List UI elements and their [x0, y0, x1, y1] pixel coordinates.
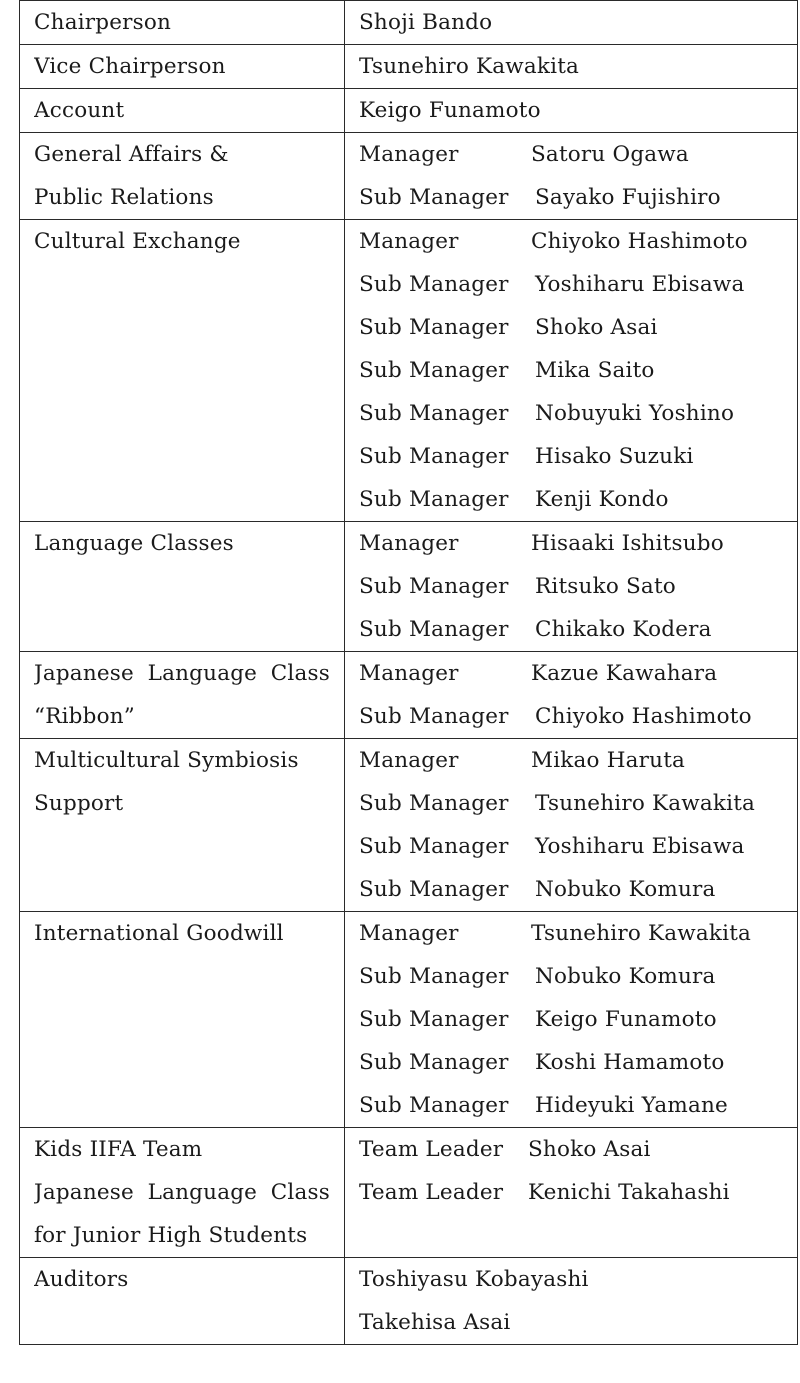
member-role: Manager	[359, 531, 459, 556]
member-name: Takehisa Asai	[359, 1310, 511, 1335]
member-name: Yoshiharu Ebisawa	[535, 834, 745, 859]
member-role: Manager	[359, 921, 459, 946]
members-cell	[345, 739, 798, 912]
department-cell	[20, 220, 345, 522]
member-role: Sub Manager	[359, 315, 509, 340]
member-name: Satoru Ogawa	[531, 142, 689, 167]
member-role: Sub Manager	[359, 401, 509, 426]
member-entry	[359, 220, 783, 263]
table-row	[20, 1128, 798, 1258]
member-name: Toshiyasu Kobayashi	[359, 1267, 589, 1292]
member-entry	[359, 1171, 783, 1214]
member-name: Tsunehiro Kawakita	[359, 54, 580, 79]
table-row	[20, 45, 798, 89]
department-cell	[20, 1128, 345, 1258]
department-cell	[20, 133, 345, 220]
department-name: Cultural Exchange	[34, 229, 241, 254]
member-role: Team Leader	[359, 1180, 504, 1205]
member-name: Nobuko Komura	[535, 964, 716, 989]
member-name: Shoji Bando	[359, 10, 493, 35]
department-cell	[20, 89, 345, 133]
member-name: Sayako Fujishiro	[535, 185, 721, 210]
member-name: Hisako Suzuki	[535, 444, 694, 469]
department-name: Chairperson	[34, 10, 172, 35]
member-entry	[359, 478, 783, 521]
member-entry	[359, 263, 783, 306]
member-entry	[359, 392, 783, 435]
member-name: Keigo Funamoto	[359, 98, 541, 123]
member-name: Shoko Asai	[528, 1137, 651, 1162]
member-name: Koshi Hamamoto	[535, 1050, 725, 1075]
table-row	[20, 522, 798, 652]
member-name: Mikao Haruta	[531, 748, 686, 773]
department-name: Auditors	[34, 1267, 129, 1292]
members-cell	[345, 652, 798, 739]
member-entry	[359, 739, 783, 782]
member-role: Team Leader	[359, 1137, 504, 1162]
department-cell	[20, 912, 345, 1128]
member-entry	[359, 89, 783, 132]
member-role: Sub Manager	[359, 1007, 509, 1032]
member-entry	[359, 45, 783, 88]
members-cell	[345, 912, 798, 1128]
department-name: Vice Chairperson	[34, 54, 226, 79]
member-entry	[359, 1041, 783, 1084]
members-cell	[345, 45, 798, 89]
department-name: Language Classes	[34, 531, 234, 556]
member-role: Sub Manager	[359, 964, 509, 989]
member-name: Tsunehiro Kawakita	[535, 791, 756, 816]
member-entry	[359, 955, 783, 998]
members-cell	[345, 220, 798, 522]
member-name: Chiyoko Hashimoto	[531, 229, 748, 254]
member-role: Sub Manager	[359, 574, 509, 599]
member-entry	[359, 608, 783, 651]
member-name: Chiyoko Hashimoto	[535, 704, 752, 729]
department-cell	[20, 739, 345, 912]
member-name: Yoshiharu Ebisawa	[535, 272, 745, 297]
member-name: Chikako Kodera	[535, 617, 712, 642]
member-entry	[359, 782, 783, 825]
department-name: Public Relations	[34, 185, 214, 210]
member-entry	[359, 912, 783, 955]
department-cell	[20, 1, 345, 45]
member-name: Shoko Asai	[535, 315, 658, 340]
member-entry	[359, 1301, 783, 1344]
table-row	[20, 1, 798, 45]
table-row	[20, 739, 798, 912]
officers-table-body	[20, 1, 798, 1345]
member-role: Sub Manager	[359, 877, 509, 902]
table-row	[20, 652, 798, 739]
member-role: Sub Manager	[359, 1050, 509, 1075]
member-entry	[359, 695, 783, 738]
member-role: Sub Manager	[359, 834, 509, 859]
member-role: Sub Manager	[359, 185, 509, 210]
member-name: Kenji Kondo	[535, 487, 669, 512]
member-name: Keigo Funamoto	[535, 1007, 717, 1032]
member-name: Kenichi Takahashi	[528, 1180, 730, 1205]
member-entry	[359, 435, 783, 478]
member-entry	[359, 176, 783, 219]
member-entry	[359, 1128, 783, 1171]
member-role: Sub Manager	[359, 1093, 509, 1118]
member-entry	[359, 565, 783, 608]
member-name: Kazue Kawahara	[531, 661, 718, 686]
members-cell	[345, 1, 798, 45]
member-name: Nobuko Komura	[535, 877, 716, 902]
member-role: Sub Manager	[359, 358, 509, 383]
member-role: Manager	[359, 142, 459, 167]
table-row	[20, 133, 798, 220]
department-name: International Goodwill	[34, 921, 284, 946]
member-role: Sub Manager	[359, 617, 509, 642]
member-name: Hisaaki Ishitsubo	[531, 531, 724, 556]
department-name: Support	[34, 791, 124, 816]
member-entry	[359, 1, 783, 44]
member-role: Sub Manager	[359, 704, 509, 729]
members-cell	[345, 89, 798, 133]
members-cell	[345, 522, 798, 652]
officers-table	[19, 0, 798, 1345]
members-cell	[345, 1258, 798, 1345]
department-name: Japanese Language Class	[34, 661, 330, 686]
member-role: Manager	[359, 229, 459, 254]
member-role: Manager	[359, 748, 459, 773]
member-role: Sub Manager	[359, 487, 509, 512]
department-cell	[20, 45, 345, 89]
member-entry	[359, 306, 783, 349]
member-role: Sub Manager	[359, 272, 509, 297]
table-row	[20, 220, 798, 522]
department-name: General Affairs &	[34, 142, 229, 167]
members-cell	[345, 1128, 798, 1258]
member-entry	[359, 1084, 783, 1127]
member-name: Tsunehiro Kawakita	[531, 921, 752, 946]
department-cell	[20, 1258, 345, 1345]
member-name: Nobuyuki Yoshino	[535, 401, 735, 426]
department-name: for Junior High Students	[34, 1223, 308, 1248]
member-entry	[359, 998, 783, 1041]
department-name: “Ribbon”	[34, 704, 135, 729]
department-name: Multicultural Symbiosis	[34, 748, 299, 773]
member-entry	[359, 652, 783, 695]
member-entry	[359, 522, 783, 565]
member-role: Sub Manager	[359, 791, 509, 816]
member-name: Ritsuko Sato	[535, 574, 676, 599]
member-entry	[359, 133, 783, 176]
member-name: Mika Saito	[535, 358, 655, 383]
table-row	[20, 89, 798, 133]
department-name: Kids IIFA Team	[34, 1137, 203, 1162]
department-name: Japanese Language Class	[34, 1180, 330, 1205]
table-row	[20, 1258, 798, 1345]
department-cell	[20, 652, 345, 739]
member-entry	[359, 1258, 783, 1301]
members-cell	[345, 133, 798, 220]
table-row	[20, 912, 798, 1128]
member-entry	[359, 825, 783, 868]
member-name: Hideyuki Yamane	[535, 1093, 728, 1118]
member-role: Manager	[359, 661, 459, 686]
member-role: Sub Manager	[359, 444, 509, 469]
member-entry	[359, 349, 783, 392]
department-cell	[20, 522, 345, 652]
member-entry	[359, 868, 783, 911]
department-name: Account	[34, 98, 125, 123]
